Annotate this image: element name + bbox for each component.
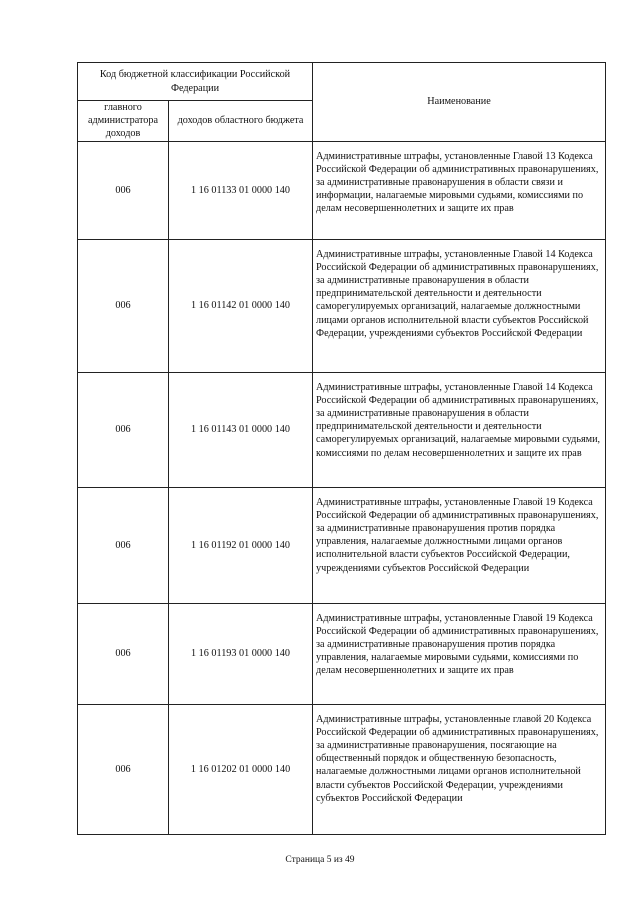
income-code-cell: 1 16 01202 01 0000 140 bbox=[169, 704, 313, 834]
admin-code-cell: 006 bbox=[78, 704, 169, 834]
name-cell: Административные штрафы, установленные Главой 14 Кодекса Российской Федерации об административных правонарушениях, за административные правонарушения в области предпринимательской деятельности и деятельности саморегулируемых организаций, налагаемые мировыми судьями, комиссиями по делам несовершеннолетних и защите их прав bbox=[313, 372, 606, 487]
table-row bbox=[78, 704, 606, 834]
header-admin-column: главного администратора доходов bbox=[78, 101, 169, 142]
name-cell: Административные штрафы, установленные главой 20 Кодекса Российской Федерации об административных правонарушениях, за административные правонарушения, посягающие на общественный порядок и общественную безопасность, налагаемые должностными лицами органов исполнительной власти субъектов Российской Федерации, учреждениями субъектов Российской Федерации bbox=[313, 704, 606, 834]
admin-code-cell: 006 bbox=[78, 487, 169, 603]
table-row bbox=[78, 603, 606, 704]
header-income-column: доходов областного бюджета bbox=[169, 101, 313, 142]
income-code-cell: 1 16 01192 01 0000 140 bbox=[169, 487, 313, 603]
income-code-cell: 1 16 01133 01 0000 140 bbox=[169, 141, 313, 239]
income-code-cell: 1 16 01143 01 0000 140 bbox=[169, 372, 313, 487]
admin-code-cell: 006 bbox=[78, 372, 169, 487]
admin-code-cell: 006 bbox=[78, 239, 169, 372]
income-code-cell: 1 16 01193 01 0000 140 bbox=[169, 603, 313, 704]
admin-code-cell: 006 bbox=[78, 141, 169, 239]
table-row bbox=[78, 239, 606, 372]
table-row bbox=[78, 141, 606, 239]
table-body bbox=[78, 141, 606, 834]
table-row bbox=[78, 487, 606, 603]
admin-code-cell: 006 bbox=[78, 603, 169, 704]
header-row-top bbox=[78, 63, 606, 101]
name-cell: Административные штрафы, установленные Главой 19 Кодекса Российской Федерации об административных правонарушениях, за административные правонарушения против порядка управления, налагаемые мировыми судьями, комиссиями по делам несовершеннолетних и защите их прав bbox=[313, 603, 606, 704]
name-cell: Административные штрафы, установленные Главой 13 Кодекса Российской Федерации об административных правонарушениях, за административные правонарушения в области связи и информации, налагаемые мировыми судьями, комиссиями по делам несовершеннолетних и защите их прав bbox=[313, 141, 606, 239]
income-code-cell: 1 16 01142 01 0000 140 bbox=[169, 239, 313, 372]
budget-classification-table bbox=[77, 62, 606, 835]
table-header bbox=[78, 63, 606, 142]
table-row bbox=[78, 372, 606, 487]
page-number: Страница 5 из 49 bbox=[285, 855, 355, 865]
name-cell: Административные штрафы, установленные Главой 14 Кодекса Российской Федерации об административных правонарушениях, за административные правонарушения в области предпринимательской деятельности и деятельности саморегулируемых организаций, налагаемые должностными лицами органов исполнительной власти субъектов Российской Федерации, учреждениями субъектов Российской Федерации bbox=[313, 239, 606, 372]
header-group-label: Код бюджетной классификации Российской Федерации bbox=[78, 63, 313, 101]
header-name-column: Наименование bbox=[313, 63, 606, 142]
name-cell: Административные штрафы, установленные Главой 19 Кодекса Российской Федерации об административных правонарушениях, за административные правонарушения против порядка управления, налагаемые должностными лицами органов исполнительной власти субъектов Российской Федерации, учреждениями субъектов Российской Федерации bbox=[313, 487, 606, 603]
